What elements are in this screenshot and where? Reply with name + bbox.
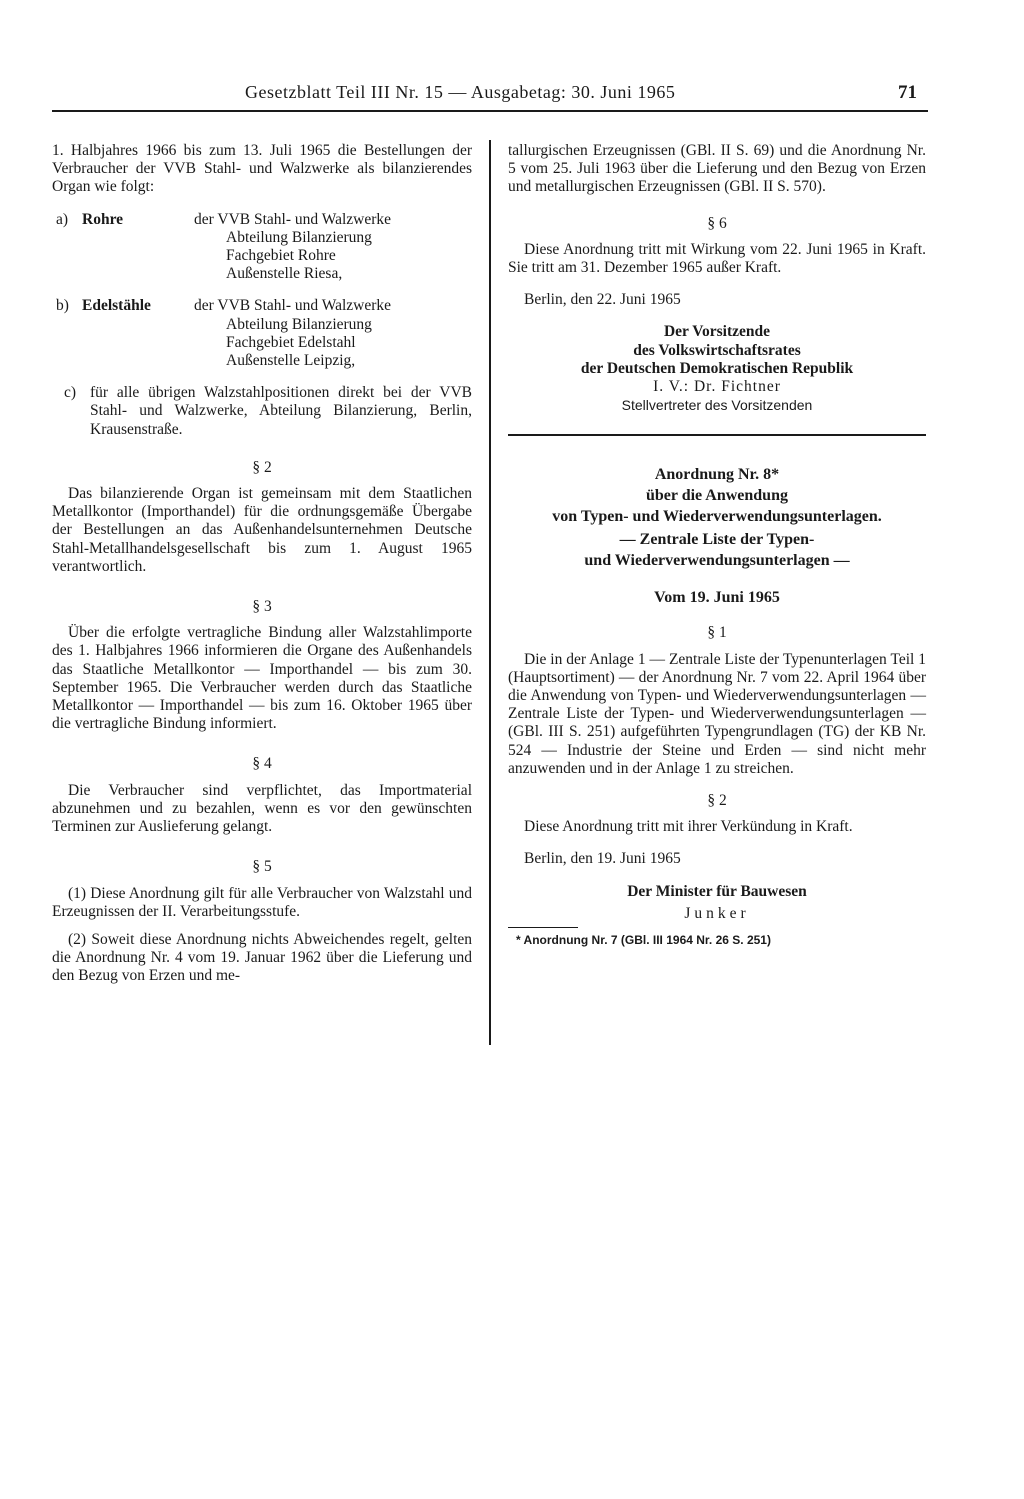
intro-paragraph: 1. Halbjahres 1966 bis zum 13. Juli 1965 die Bestellungen der Verbraucher der VVB Stahl- und Walzwerke als bilanzierendes Organ wie folgt: — [52, 142, 472, 196]
section-heading: § 2 — [252, 458, 272, 476]
section-paragraph: Die in der Anlage 1 — Zentrale Liste der Typenunterlagen Teil 1 (Hauptsortiment) — der Anordnung Nr. 7 vom 22. April 1964 über die Anwendung von Typen- und Wiederverwendungsunterlagen — Zentrale Liste der Typen- und Wiederverwendungsunterlagen — (GBl. III S. 251) aufgeführten Typengrundlagen (TG) der KB Nr. 524 — Industrie der Steine und Erden — sind nicht mehr anzuwenden und in der Anlage 1 zu streichen. — [508, 650, 926, 777]
item-text: für alle übrigen Walzstahlpositionen direkt bei der VVB Stahl- und Walzwerke, Abteilung Bilanzierung, Berlin, Krausenstraße. — [90, 384, 472, 438]
signer-title: Der Minister für Bauwesen — [627, 882, 807, 900]
ordinance-title: von Typen- und Wiederverwendungsunterlagen. — [552, 508, 882, 526]
item-address — [194, 297, 472, 370]
column-divider — [489, 140, 491, 1045]
place-date: Berlin, den 22. Juni 1965 — [524, 291, 681, 309]
section-paragraph: (2) Soweit diese Anordnung nichts Abweichendes regelt, gelten die Anordnung Nr. 4 vom 19. Januar 1962 über die Lieferung und den Bezug von Erzen und me- — [52, 930, 472, 985]
distribution-item-b — [52, 297, 472, 370]
continuation-paragraph: tallurgischen Erzeugnissen (GBl. II S. 69) und die Anordnung Nr. 5 vom 25. Juli 1963 über die Lieferung und den Bezug von Erzen und metallurgischen Erzeugnissen (GBl. II S. 570). — [508, 142, 926, 196]
section-paragraph: Diese Anordnung tritt mit Wirkung vom 22. Juni 1965 in Kraft. Sie tritt am 31. Dezember 1965 außer Kraft. — [508, 240, 926, 277]
distribution-item-a — [52, 211, 472, 284]
address-line: der VVB Stahl- und Walzwerke — [194, 210, 392, 228]
section-paragraph: Das bilanzierende Organ ist gemeinsam mit dem Staatlichen Metallkontor (Importhandel) für die ordnungsgemäße Übergabe der Bestellungen an das Außenhandelsunternehmen Deutsche Stahl-Metallhandelsgesellschaft bis zum 1. August 1965 verantwortlich. — [52, 485, 472, 575]
section-heading: § 2 — [707, 792, 727, 810]
item-marker: c) — [64, 384, 77, 402]
address-line: Abteilung Bilanzierung — [226, 228, 372, 246]
ordinance-title: über die Anwendung — [646, 487, 788, 505]
item-label: Edelstähle — [82, 297, 151, 315]
item-address — [194, 211, 472, 284]
signer-role: Stellvertreter des Vorsitzenden — [621, 397, 813, 414]
item-label: Rohre — [82, 210, 124, 228]
footnote: * Anordnung Nr. 7 (GBl. III 1964 Nr. 26 S. 251) — [516, 933, 771, 948]
address-line: Fachgebiet Rohre — [226, 247, 336, 265]
address-line: Außenstelle Leipzig, — [226, 352, 356, 370]
running-title: Gesetzblatt Teil III Nr. 15 — Ausgabetag: 30. Juni 1965 — [245, 82, 676, 102]
address-line: Außenstelle Riesa, — [226, 265, 343, 283]
item-marker: a) — [56, 210, 69, 228]
section-heading: § 1 — [707, 624, 727, 642]
section-paragraph: Die Verbraucher sind verpflichtet, das Importmaterial abzunehmen und zu bezahlen, wenn es vor den gewünschten Terminen zur Auslieferung gelangt. — [52, 781, 472, 836]
section-heading: § 5 — [252, 858, 272, 876]
signer-line: der Deutschen Demokratischen Republik — [580, 359, 854, 377]
signer-line: Der Vorsitzende — [663, 323, 771, 341]
page-number: 71 — [898, 82, 917, 103]
right-column — [508, 142, 926, 949]
distribution-item-c — [52, 384, 472, 439]
section-heading: § 3 — [252, 598, 272, 616]
left-column — [52, 142, 472, 986]
ordinance-date: Vom 19. Juni 1965 — [654, 589, 780, 607]
address-line: Abteilung Bilanzierung — [226, 315, 372, 333]
section-paragraph: Diese Anordnung tritt mit ihrer Verkündung in Kraft. — [524, 818, 853, 836]
signer-line: des Volkswirtschaftsrates — [633, 341, 801, 359]
section-paragraph: (1) Diese Anordnung gilt für alle Verbraucher von Walzstahl und Erzeugnissen der II. Verarbeitungsstufe. — [52, 884, 472, 920]
header-rule — [52, 110, 928, 112]
ordinance-title: Anordnung Nr. 8* — [654, 466, 780, 484]
footnote-rule — [508, 927, 578, 928]
address-line: der VVB Stahl- und Walzwerke — [194, 297, 392, 315]
signer-name: Junker — [684, 904, 750, 922]
signer-name: I. V.: Dr. Fichtner — [653, 378, 781, 396]
ordinance-subtitle: und Wiederverwendungsunterlagen — — [584, 552, 850, 570]
item-marker: b) — [56, 297, 69, 315]
place-date: Berlin, den 19. Juni 1965 — [524, 850, 681, 868]
section-heading: § 6 — [707, 214, 727, 232]
section-paragraph: Über die erfolgte vertragliche Bindung aller Walzstahlimporte des 1. Halbjahres 1966 informieren die Organe des Außenhandels das Staatliche Metallkontor — Importhandel — bis zum 30. September 1965. Die Verbraucher werden durch das Staatliche Metallkontor — Importhandel — bis zum 16. Oktober 1965 über die vertragliche Bindung informiert. — [52, 624, 472, 733]
ordinance-subtitle: — Zentrale Liste der Typen- — [619, 531, 815, 549]
section-heading: § 4 — [252, 755, 272, 773]
address-line: Fachgebiet Edelstahl — [226, 333, 356, 351]
